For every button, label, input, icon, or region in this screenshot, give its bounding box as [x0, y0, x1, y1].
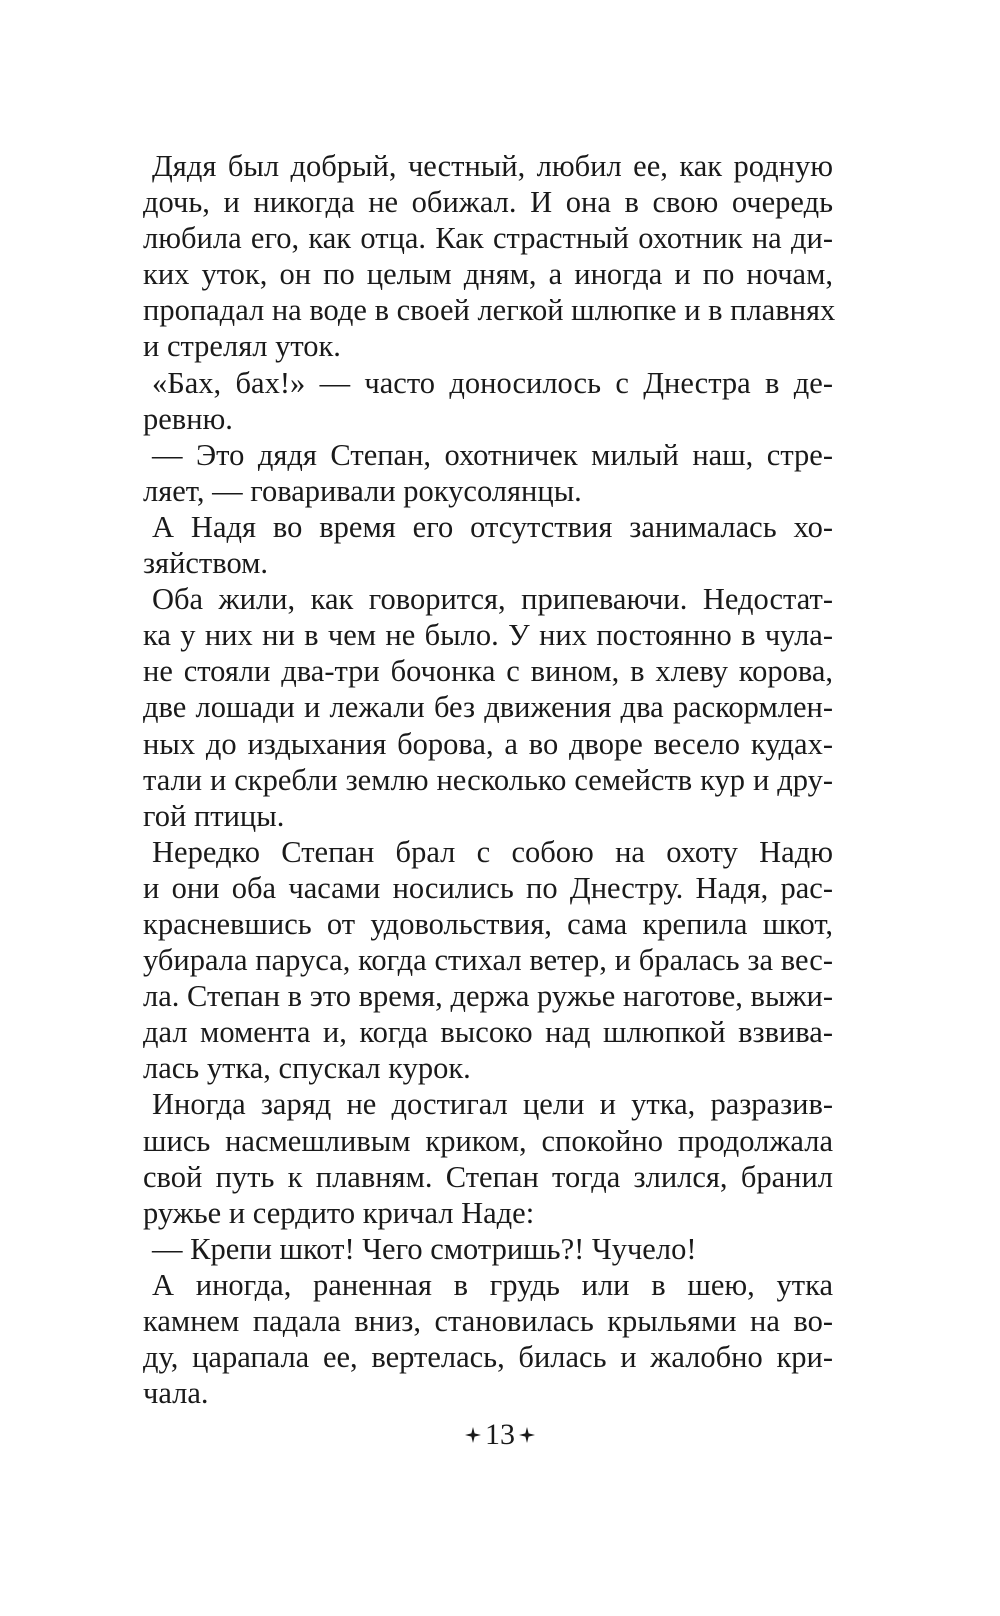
text-line: зяйством. [143, 546, 269, 581]
page-number: 13 [485, 1418, 515, 1451]
text-line: ружье и сердито кричал Наде: [143, 1195, 535, 1230]
text-line: дочь, и никогда не обижал. И она в свою очередь [143, 185, 833, 220]
text-line: свой путь к плавням. Степан тогда злился, бранил [143, 1159, 833, 1194]
text-line: тали и скребли землю несколько семейств кур и дру- [143, 762, 833, 797]
text-line: Нередко Степан брал с собою на охоту Надю [152, 834, 833, 869]
text-line: Иногда заряд не достигал цели и утка, разразив- [152, 1087, 833, 1122]
text-line: гой птицы. [143, 798, 285, 833]
text-line: пропадал на воде в своей легкой шлюпке и в плавнях [143, 293, 836, 328]
text-line: камнем падала вниз, становилась крыльями на во- [143, 1304, 833, 1338]
text-line: шись насмешливым криком, спокойно продолжала [143, 1123, 833, 1158]
text-line: — Крепи шкот! Чего смотришь?! Чучело! [152, 1231, 697, 1266]
text-line: чала. [143, 1376, 209, 1411]
four-point-star-icon [465, 1427, 481, 1443]
text-line: ла. Степан в это время, держа ружье наготове, выжи- [143, 979, 833, 1014]
text-line: «Бах, бах!» — часто доносилось с Днестра в де- [152, 365, 833, 400]
text-line: красневшись от удовольствия, сама крепила шкот, [143, 906, 833, 941]
text-line: ких уток, он по целым дням, а иногда и по ночам, [143, 257, 833, 292]
text-line: любила его, как отца. Как страстный охотник на ди- [143, 221, 833, 256]
page-number-footer [0, 1418, 1000, 1452]
text-line: ревню. [143, 401, 233, 436]
text-line: и стрелял уток. [143, 329, 341, 364]
text-line: убирала паруса, когда стихал ветер, и бралась за вес- [143, 943, 833, 978]
text-line: А иногда, раненная в грудь или в шею, утка [152, 1267, 833, 1302]
text-line: дал момента и, когда высоко над шлюпкой взвива- [143, 1015, 833, 1050]
text-line: ду, царапала ее, вертелась, билась и жалобно кри- [143, 1340, 833, 1375]
text-line: не стояли два-три бочонка с вином, в хлеву корова, [143, 654, 833, 689]
text-line: ных до издыхания борова, а во дворе весело кудах- [143, 726, 833, 761]
body-text [143, 148, 836, 1411]
text-line: ка у них ни в чем не было. У них постоянно в чула- [143, 618, 833, 653]
text-line: Дядя был добрый, честный, любил ее, как родную [152, 149, 833, 183]
text-line: — Это дядя Степан, охотничек милый наш, стре- [152, 437, 833, 472]
text-line: ляет, — говаривали рокусолянцы. [143, 473, 582, 508]
text-line: А Надя во время его отсутствия занималась хо- [152, 509, 833, 544]
text-line: и они оба часами носились по Днестру. Надя, рас- [143, 870, 833, 905]
text-line: Оба жили, как говорится, припеваючи. Недостат- [152, 582, 833, 617]
text-line: две лошади и лежали без движения два раскормлен- [143, 690, 833, 725]
text-line: лась утка, спускал курок. [143, 1051, 471, 1086]
four-point-star-icon [519, 1427, 535, 1443]
